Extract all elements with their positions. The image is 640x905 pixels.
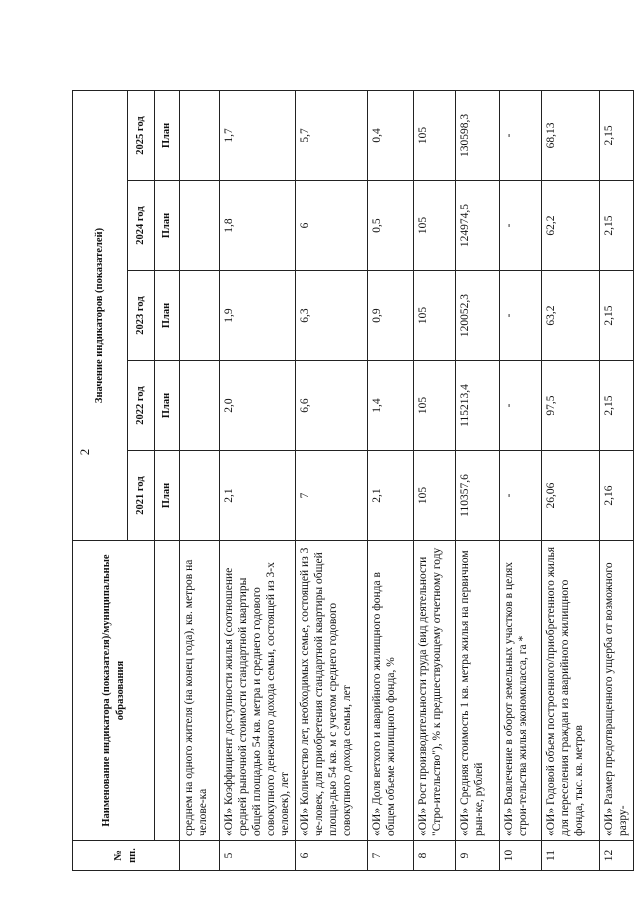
row-number: 11	[542, 841, 600, 871]
value-2022: -	[500, 361, 542, 451]
value-2024: 2,15	[600, 181, 634, 271]
row-number: 10	[500, 841, 542, 871]
value-2023: 63,2	[542, 271, 600, 361]
value-2024: 62,2	[542, 181, 600, 271]
indicator-name: «ОИ» Вовлечение в оборот земельных участков в целях строи-тельства жилья экономкласса, га *	[500, 541, 542, 841]
value-2024: -	[500, 181, 542, 271]
indicator-name: «ОИ» Коэффициент доступности жилья (соотношение средней рыночной стоимости стандартной квартиры общей площадью 54 кв. метра и среднего годового совокупного денежного дохода семьи, состоящей из 3-х человек), лет	[220, 541, 296, 841]
header-plan: План	[155, 271, 180, 361]
value-2025: 2,15	[600, 90, 634, 180]
value-2022: 2,15	[600, 361, 634, 451]
value-2021	[180, 451, 220, 541]
value-2023	[180, 271, 220, 361]
value-2025: 68,13	[542, 90, 600, 180]
header-year-2023: 2023 год	[128, 271, 155, 361]
value-2025: 0,4	[368, 90, 414, 180]
value-2022: 115213,4	[456, 361, 500, 451]
value-2024: 0,5	[368, 181, 414, 271]
table-row	[220, 90, 296, 870]
value-2023: 2,15	[600, 271, 634, 361]
header-plan: План	[155, 181, 180, 271]
header-number: № пп.	[73, 841, 180, 871]
value-2022: 105	[414, 361, 456, 451]
value-2025: 130598,3	[456, 90, 500, 180]
value-2025: -	[500, 90, 542, 180]
value-2024: 1,8	[220, 181, 296, 271]
value-2023: 105	[414, 271, 456, 361]
value-2024: 124974,5	[456, 181, 500, 271]
row-number: 5	[220, 841, 296, 871]
table-row	[368, 90, 414, 870]
value-2021: 7	[296, 451, 368, 541]
header-year-2024: 2024 год	[128, 181, 155, 271]
value-2021: 110357,6	[456, 451, 500, 541]
value-2021: 2,1	[220, 451, 296, 541]
header-year-2021: 2021 год	[128, 451, 155, 541]
value-2021: 26,06	[542, 451, 600, 541]
value-2023: -	[500, 271, 542, 361]
value-2025: 105	[414, 90, 456, 180]
row-number: 9	[456, 841, 500, 871]
table-row	[542, 90, 600, 870]
indicator-table-rotated	[72, 91, 629, 871]
value-2022: 97,5	[542, 361, 600, 451]
table-row	[296, 90, 368, 870]
table-row	[500, 90, 542, 870]
indicator-name: «ОИ» Рост производительности труда (вид деятельности "Стро-ительство"), % к предшествующему отчетному году	[414, 541, 456, 841]
table-row	[456, 90, 500, 870]
value-2021: 2,16	[600, 451, 634, 541]
row-number: 8	[414, 841, 456, 871]
header-year-2022: 2022 год	[128, 361, 155, 451]
value-2022: 1,4	[368, 361, 414, 451]
value-2023: 0,9	[368, 271, 414, 361]
value-2022	[180, 361, 220, 451]
value-2025: 1,7	[220, 90, 296, 180]
header-plan: План	[155, 90, 180, 180]
row-number	[180, 841, 220, 871]
value-2025	[180, 90, 220, 180]
row-number: 6	[296, 841, 368, 871]
row-number: 12	[600, 841, 634, 871]
header-indicator-name: Наименование индикатора (показателя)/муниципальные образования	[73, 541, 155, 841]
indicator-name: «ОИ» Средняя стоимость 1 кв. метра жилья на первичном рын-ке, рублей	[456, 541, 500, 841]
indicator-name: «ОИ» Годовой объем построенного/приобретенного жилья для переселения граждан из аварийного жилищного фонда, тыс. кв. метров	[542, 541, 600, 841]
header-year-2025: 2025 год	[128, 90, 155, 180]
table-row	[180, 90, 220, 870]
indicator-name: «ОИ» Доля ветхого и аварийного жилищного фонда в общем объеме жилищного фонда, %	[368, 541, 414, 841]
indicator-name: «ОИ» Количество лет, необходимых семье, состоящей из 3 че-ловек, для приобретения стандартной квартиры общей площа-дью 54 кв. м с учетом среднего годового совокупного дохода семьи, лет	[296, 541, 368, 841]
value-2023: 1,9	[220, 271, 296, 361]
header-values: Значение индикаторов (показателей)	[73, 90, 128, 540]
value-2023: 120052,3	[456, 271, 500, 361]
value-2024: 6	[296, 181, 368, 271]
value-2024	[180, 181, 220, 271]
value-2023: 6,3	[296, 271, 368, 361]
header-plan: План	[155, 451, 180, 541]
value-2021: 105	[414, 451, 456, 541]
value-2022: 2,0	[220, 361, 296, 451]
value-2025: 5,7	[296, 90, 368, 180]
indicator-table	[72, 90, 634, 871]
indicator-name: «ОИ» Размер предотвращенного ущерба от возможного разру-	[600, 541, 634, 841]
row-number: 7	[368, 841, 414, 871]
value-2022: 6,6	[296, 361, 368, 451]
header-blank	[155, 541, 180, 841]
table-row	[600, 90, 634, 870]
value-2021: 2,1	[368, 451, 414, 541]
value-2021: -	[500, 451, 542, 541]
page-number: 2	[77, 448, 92, 456]
header-plan: План	[155, 361, 180, 451]
indicator-name: среднем на одного жителя (на конец года), кв. метров на челове-ка	[180, 541, 220, 841]
value-2024: 105	[414, 181, 456, 271]
table-row	[414, 90, 456, 870]
